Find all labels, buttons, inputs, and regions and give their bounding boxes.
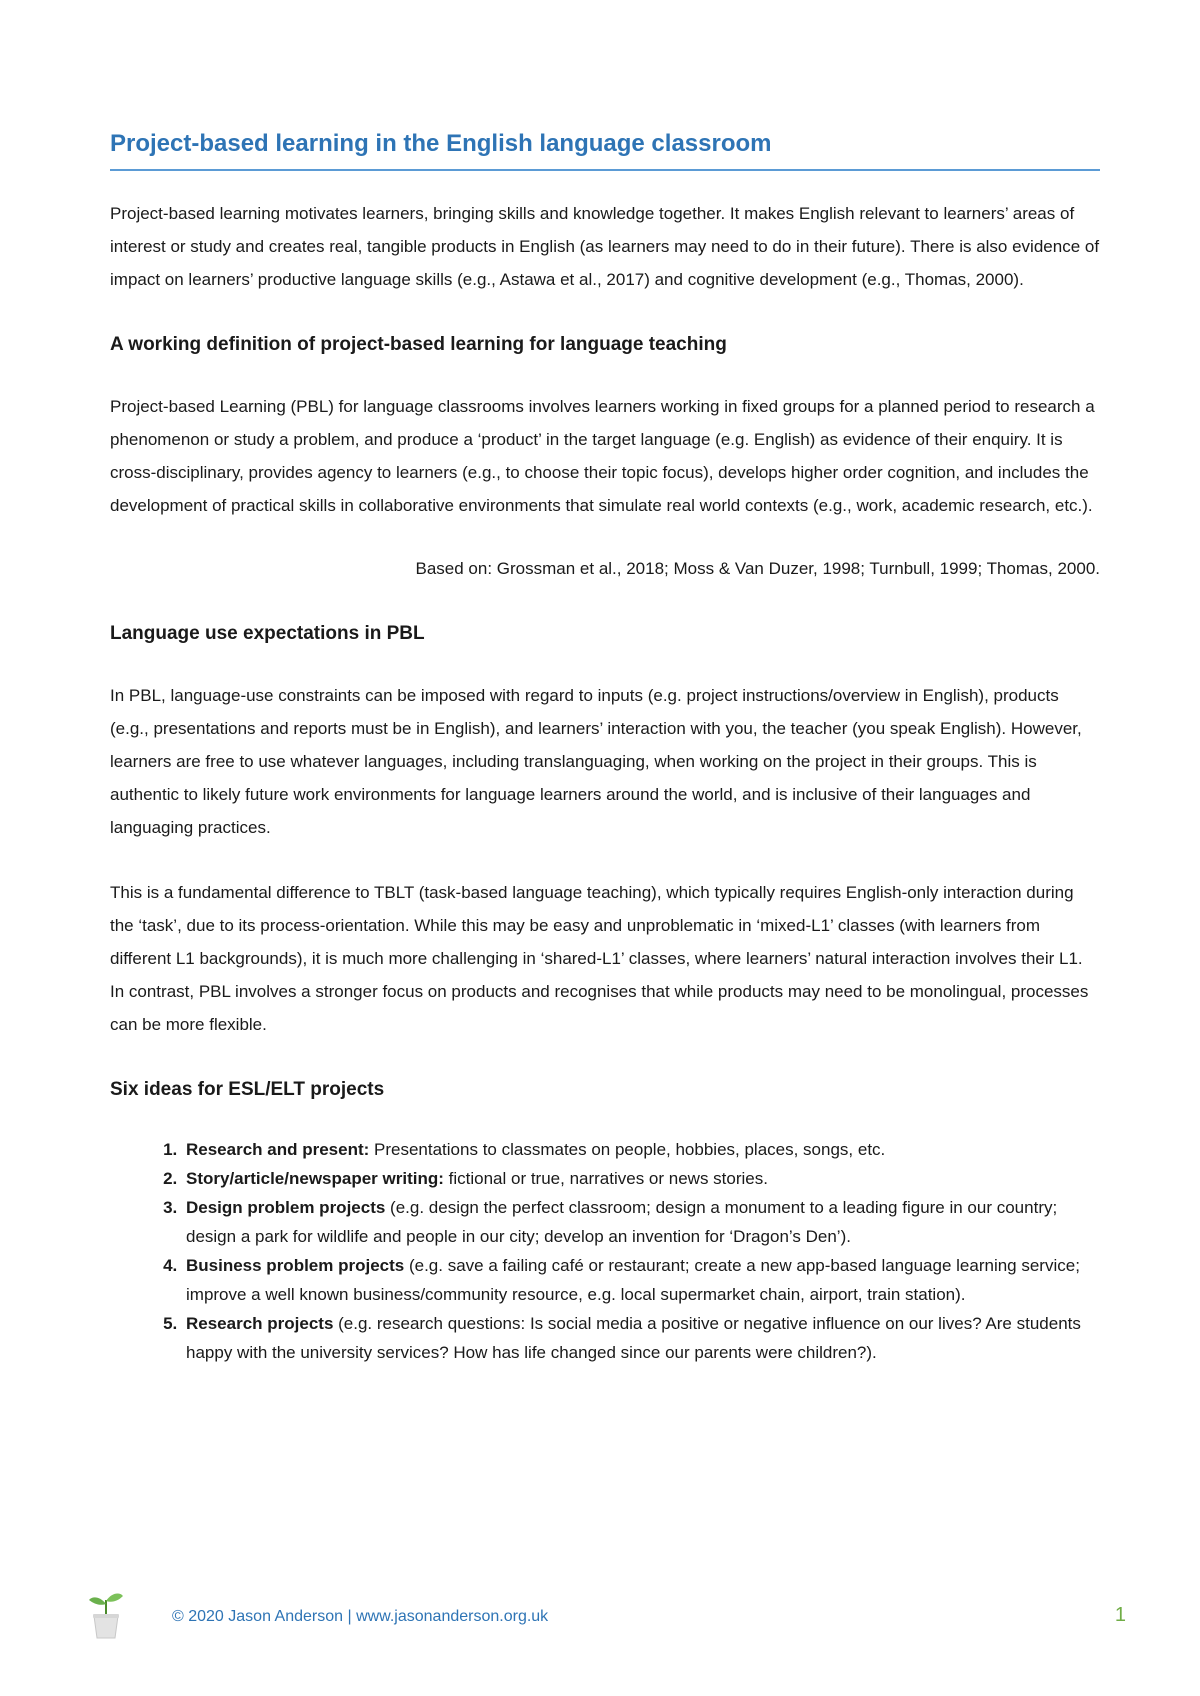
- page-footer: [86, 1588, 1126, 1648]
- idea-text: (e.g. design the perfect classroom; design a monument to a leading figure in our country; design a park for wildlife and people in our city; develop an invention for ‘Dragon’s Den’).: [186, 1198, 1058, 1247]
- language-use-heading: Language use expectations in PBL: [110, 623, 425, 645]
- intro-paragraph: Project-based learning motivates learners, bringing skills and knowledge together. It makes English relevant to learners’ areas of interest or study and creates real, tangible products in English (as learners may need to do in their future). There is also evidence of impact on learners’ productive language skills (e.g., Astawa et al., 2017) and cognitive development (e.g., Thomas, 2000).: [110, 204, 1100, 290]
- definition-citation: Based on: Grossman et al., 2018; Moss & Van Duzer, 1998; Turnbull, 1999; Thomas, 2000.: [415, 559, 1100, 579]
- definition-heading: A working definition of project-based learning for language teaching: [110, 334, 727, 356]
- list-item: [182, 1193, 1100, 1251]
- list-item: [182, 1135, 1100, 1164]
- page-number: 1: [1114, 1604, 1126, 1626]
- definition-paragraph: Project-based Learning (PBL) for language classrooms involves learners working in fixed groups for a planned period to research a phenomenon or study a problem, and produce a ‘product’ in the target language (e.g. English) as evidence of their enquiry. It is cross-disciplinary, provides agency to learners (e.g., to choose their topic focus), develops higher order cognition, and includes the development of practical skills in collaborative environments that simulate real world contexts (e.g., work, academic research, etc.).: [110, 397, 1095, 516]
- idea-text: (e.g. save a failing café or restaurant; create a new app-based language learning service; improve a well known business/community resource, e.g. local supermarket chain, airport, train station).: [186, 1256, 1080, 1305]
- idea-text: fictional or true, narratives or news stories.: [443, 1169, 768, 1189]
- idea-text: (e.g. research questions: Is social media a positive or negative influence on our lives? Are students happy with the university services? How has life changed since our parents were children?).: [186, 1314, 1081, 1363]
- idea-title: Story/article/newspaper writing:: [186, 1169, 444, 1189]
- idea-title: Business problem projects: [186, 1256, 405, 1276]
- idea-text: Presentations to classmates on people, hobbies, places, songs, etc.: [369, 1140, 886, 1160]
- language-use-paragraph-1: In PBL, language-use constraints can be imposed with regard to inputs (e.g. project instructions/overview in English), products (e.g., presentations and reports must be in English), and learners’ interaction with you, the teacher (you speak English). However, learners are free to use whatever languages, including translanguaging, when working on the project in their groups. This is authentic to likely future work environments for language learners around the world, and is inclusive of their languages and languaging practices.: [110, 686, 1082, 838]
- ideas-list: [110, 1135, 1100, 1367]
- footer-copyright: © 2020 Jason Anderson | www.jasonanderson.org.uk: [172, 1608, 549, 1625]
- idea-title: Design problem projects: [186, 1198, 386, 1218]
- seedling-pot-icon: [86, 1588, 126, 1640]
- page-content: [110, 128, 1100, 1367]
- list-item: [182, 1251, 1100, 1309]
- list-item: [182, 1309, 1100, 1367]
- idea-title: Research projects: [186, 1314, 334, 1334]
- page-title: Project-based learning in the English language classroom: [110, 128, 1100, 171]
- ideas-heading: Six ideas for ESL/ELT projects: [110, 1079, 385, 1101]
- language-use-paragraph-2: This is a fundamental difference to TBLT (task-based language teaching), which typically requires English-only interaction during the ‘task’, due to its process-orientation. While this may be easy and unproblematic in ‘mixed-L1’ classes (with learners from different L1 backgrounds), it is much more challenging in ‘shared-L1’ classes, where learners’ natural interaction involves their L1. In contrast, PBL involves a stronger focus on products and recognises that while products may need to be monolingual, processes can be more flexible.: [110, 883, 1089, 1035]
- idea-title: Research and present:: [186, 1140, 370, 1160]
- list-item: [182, 1164, 1100, 1193]
